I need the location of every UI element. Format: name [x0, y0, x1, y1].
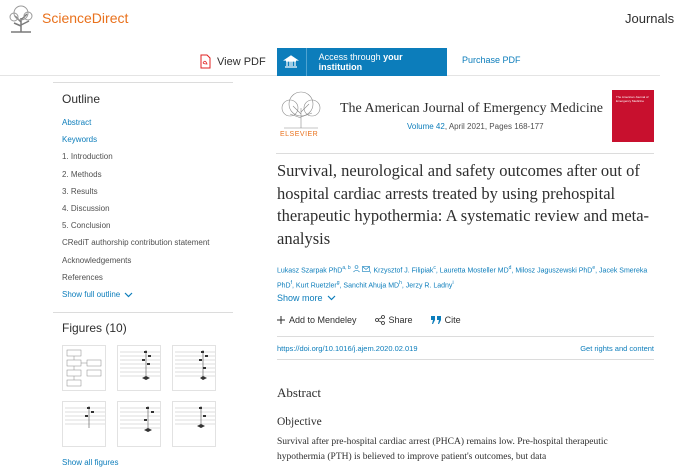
author-list	[277, 262, 657, 293]
author-affiliation[interactable]: f	[290, 280, 293, 287]
chevron-down-icon	[124, 292, 133, 298]
doi-row	[277, 336, 654, 360]
get-rights-link[interactable]: Get rights and content	[580, 344, 654, 353]
author-link[interactable]: , Sanchit Ahuja MD	[339, 282, 400, 290]
share-icon	[375, 315, 385, 325]
add-to-mendeley-button[interactable]	[277, 315, 357, 325]
sciencedirect-brand-link[interactable]: ScienceDirect	[42, 10, 129, 26]
journal-volume-info	[407, 122, 544, 131]
journals-link[interactable]: Journals	[625, 11, 674, 26]
volume-details: , April 2021, Pages 168-177	[444, 122, 544, 131]
outline-item-abstract[interactable]: Abstract	[62, 118, 92, 127]
journal-cover-image[interactable]	[612, 90, 654, 142]
access-bold: your institution	[318, 52, 403, 72]
figure-thumbnail-6[interactable]	[172, 401, 216, 447]
top-bar	[0, 0, 674, 38]
article-title: Survival, neurological and safety outcomes after out of hospital cardiac arrests treated by using prehospital therapeutic hypothermia: A systematic review and meta-analysis	[277, 161, 650, 248]
add-to-mendeley-label: Add to Mendeley	[289, 315, 357, 325]
author-link[interactable]: , Milosz Jaguszewski PhD	[511, 267, 593, 275]
author-affiliation[interactable]: a, b	[342, 265, 351, 271]
outline-item-discussion[interactable]: 4. Discussion	[62, 204, 110, 214]
objective-heading: Objective	[277, 416, 322, 428]
cite-button[interactable]	[431, 315, 461, 325]
access-institution-button[interactable]	[277, 48, 447, 76]
abstract-heading: Abstract	[277, 385, 322, 400]
institution-icon	[277, 48, 307, 76]
elsevier-tree-logo-icon[interactable]	[6, 4, 36, 34]
figure-thumbnail-2[interactable]	[117, 345, 161, 391]
figures-title: Figures (10)	[62, 321, 127, 335]
plus-icon	[277, 316, 285, 324]
objective-paragraph: Survival after pre-hospital cardiac arrest (PHCA) remains low. Pre-hospital therapeutic hypothermia (PTH) is believed to improve patient's outcomes, but data	[277, 437, 608, 462]
figure-thumbnail-1[interactable]	[62, 345, 106, 391]
outline-item-methods[interactable]: 2. Methods	[62, 169, 102, 179]
cite-label: Cite	[444, 315, 461, 325]
author-link[interactable]: , Lauretta Mosteller MD	[435, 267, 509, 275]
show-full-outline-button[interactable]	[62, 290, 133, 299]
outline-item-keywords[interactable]: Keywords	[62, 135, 98, 145]
outline-item-credit[interactable]: CRediT authorship contribution statement	[62, 238, 210, 248]
elsevier-logo-icon[interactable]	[276, 90, 326, 130]
article-actions	[277, 315, 461, 325]
show-more-button[interactable]	[277, 293, 336, 303]
quote-icon	[431, 316, 441, 324]
cover-title: The American Journal of Emergency Medicine	[616, 95, 649, 103]
author-affiliation[interactable]: e	[592, 265, 596, 271]
elsevier-wordmark: ELSEVIER	[280, 131, 319, 138]
author-affiliation[interactable]: d	[508, 265, 512, 271]
show-all-figures-link[interactable]: Show all figures	[62, 458, 119, 467]
person-icon	[353, 265, 360, 272]
view-pdf-label: View PDF	[217, 55, 266, 68]
show-more-label: Show more	[277, 293, 323, 303]
outline-item-conclusion[interactable]: 5. Conclusion	[62, 221, 111, 231]
share-label: Share	[388, 315, 413, 325]
share-button[interactable]	[375, 315, 413, 325]
outline-item-results[interactable]: 3. Results	[62, 186, 98, 196]
author-link[interactable]: Lukasz Szarpak PhD	[277, 267, 343, 275]
author-affiliation[interactable]: g	[336, 280, 340, 287]
figure-thumbnail-5[interactable]	[117, 401, 161, 447]
journal-name-link[interactable]: The American Journal of Emergency Medicine	[340, 101, 603, 116]
email-icon[interactable]	[362, 266, 370, 272]
sidebar-divider	[53, 82, 233, 83]
author-link[interactable]: , Jerzy R. Ladny	[401, 282, 453, 290]
author-link[interactable]: , Krzysztof J. Filipiak	[369, 267, 434, 275]
purchase-pdf-link[interactable]: Purchase PDF	[462, 55, 521, 65]
author-affiliation[interactable]: i	[452, 280, 454, 287]
figure-thumbnail-3[interactable]	[172, 345, 216, 391]
author-affiliation[interactable]: h	[399, 280, 402, 287]
outline-item-introduction[interactable]: 1. Introduction	[62, 152, 113, 162]
author-link[interactable]: , Jacek Smereka PhD	[277, 267, 648, 290]
figures-divider	[53, 312, 233, 313]
doi-link[interactable]: https://doi.org/10.1016/j.ajem.2020.02.019	[277, 344, 418, 353]
volume-link[interactable]: Volume 42	[407, 122, 445, 131]
chevron-down-icon	[327, 295, 336, 301]
show-full-outline-label: Show full outline	[62, 290, 121, 299]
access-prefix: Access through	[318, 52, 384, 62]
figure-thumbnail-4[interactable]	[62, 401, 106, 447]
pdf-icon	[200, 55, 211, 68]
view-pdf-button[interactable]	[200, 55, 266, 68]
outline-item-references[interactable]: References	[62, 272, 103, 282]
outline-title: Outline	[62, 92, 101, 106]
outline-list	[62, 114, 210, 286]
author-link[interactable]: , Kurt Ruetzler	[292, 282, 337, 290]
author-affiliation[interactable]: c	[433, 265, 436, 271]
outline-item-acknowledgements[interactable]: Acknowledgements	[62, 255, 132, 265]
